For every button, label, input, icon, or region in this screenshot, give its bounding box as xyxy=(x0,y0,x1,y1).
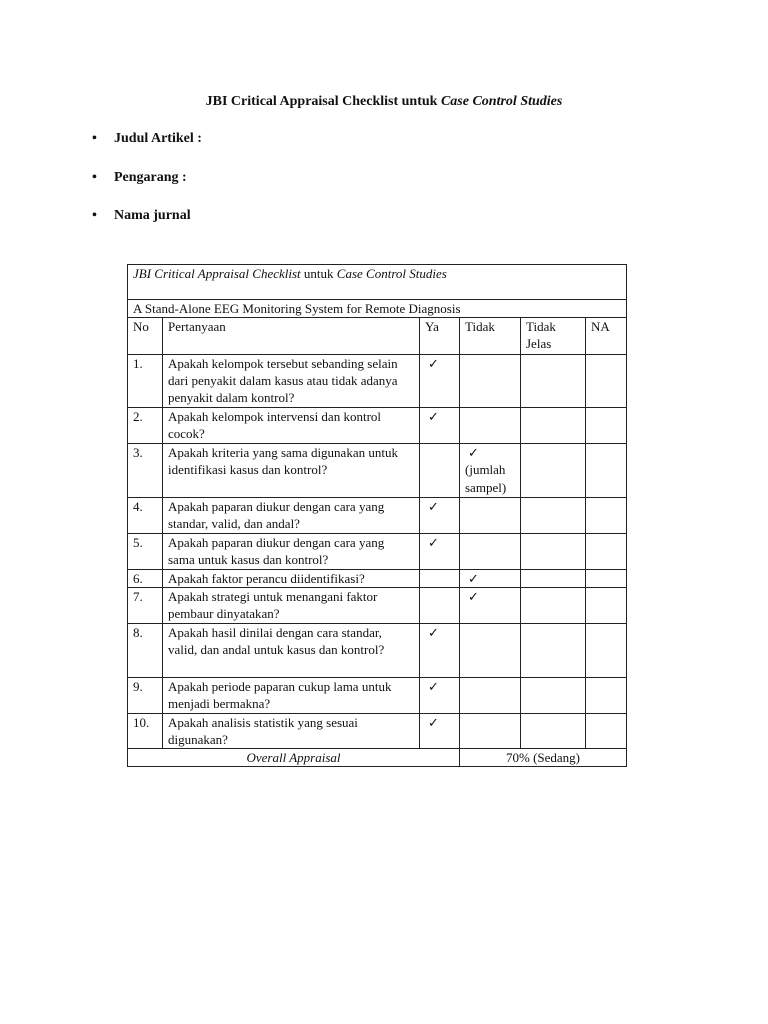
na-cell xyxy=(586,714,627,749)
bullet-pengarang: • Pengarang : xyxy=(92,170,187,185)
ya-check-icon xyxy=(420,570,460,588)
tidak-jelas-cell xyxy=(521,624,586,678)
table-row xyxy=(128,408,627,444)
row-number: 10. xyxy=(128,714,163,749)
row-number: 6. xyxy=(128,570,163,588)
header-ya: Ya xyxy=(420,318,460,355)
na-cell xyxy=(586,588,627,624)
row-number: 4. xyxy=(128,498,163,534)
table-row xyxy=(128,444,627,498)
appraisal-table xyxy=(127,264,627,767)
table-row xyxy=(128,588,627,624)
tidak-cell xyxy=(460,408,521,444)
row-number: 8. xyxy=(128,624,163,678)
ya-check-icon: ✓ xyxy=(420,534,460,570)
row-note: (jumlah sampel) xyxy=(465,462,507,495)
ya-check-icon: ✓ xyxy=(420,498,460,534)
tidak-cell xyxy=(460,588,521,624)
na-cell xyxy=(586,408,627,444)
tidak-check-icon: ✓ xyxy=(468,589,479,604)
na-cell xyxy=(586,570,627,588)
ya-check-icon: ✓ xyxy=(420,678,460,714)
tidak-cell xyxy=(460,678,521,714)
row-number: 3. xyxy=(128,444,163,498)
na-cell xyxy=(586,624,627,678)
row-question: Apakah strategi untuk menangani faktor pembaur dinyatakan? xyxy=(163,588,420,624)
ya-check-icon: ✓ xyxy=(420,714,460,749)
tidak-jelas-cell xyxy=(521,408,586,444)
tidak-check-icon: ✓ xyxy=(468,571,479,586)
header-na: NA xyxy=(586,318,627,355)
tidak-cell xyxy=(460,534,521,570)
tidak-cell xyxy=(460,444,521,498)
row-question: Apakah kelompok intervensi dan kontrol cocok? xyxy=(163,408,420,444)
page-title: JBI Critical Appraisal Checklist untuk Case Control Studies xyxy=(205,94,563,109)
row-question: Apakah faktor perancu diidentifikasi? xyxy=(163,570,420,588)
tidak-jelas-cell xyxy=(521,498,586,534)
table-row xyxy=(128,678,627,714)
table-row xyxy=(128,570,627,588)
header-pertanyaan: Pertanyaan xyxy=(163,318,420,355)
bullet-judul: • Judul Artikel : xyxy=(92,131,202,146)
bullet-jurnal: • Nama jurnal xyxy=(92,208,191,223)
row-number: 7. xyxy=(128,588,163,624)
na-cell xyxy=(586,355,627,408)
table-row xyxy=(128,624,627,678)
na-cell xyxy=(586,498,627,534)
tidak-cell xyxy=(460,498,521,534)
row-question: Apakah kriteria yang sama digunakan untuk identifikasi kasus dan kontrol? xyxy=(163,444,420,498)
ya-check-icon xyxy=(420,444,460,498)
na-cell xyxy=(586,444,627,498)
tidak-cell xyxy=(460,624,521,678)
tidak-jelas-cell xyxy=(521,355,586,408)
na-cell xyxy=(586,534,627,570)
overall-value: 70% (Sedang) xyxy=(460,749,627,767)
header-no: No xyxy=(128,318,163,355)
table-row xyxy=(128,534,627,570)
ya-check-icon: ✓ xyxy=(420,408,460,444)
na-cell xyxy=(586,678,627,714)
tidak-cell xyxy=(460,570,521,588)
ya-check-icon xyxy=(420,588,460,624)
header-tidak-jelas: Tidak Jelas xyxy=(521,318,586,355)
tidak-jelas-cell xyxy=(521,678,586,714)
table-row xyxy=(128,714,627,749)
row-question: Apakah periode paparan cukup lama untuk menjadi bermakna? xyxy=(163,678,420,714)
tidak-jelas-cell xyxy=(521,444,586,498)
article-title: A Stand-Alone EEG Monitoring System for Remote Diagnosis xyxy=(128,300,627,318)
row-question: Apakah paparan diukur dengan cara yang sama untuk kasus dan kontrol? xyxy=(163,534,420,570)
overall-label: Overall Appraisal xyxy=(128,749,460,767)
table-caption: JBI Critical Appraisal Checklist untuk Case Control Studies xyxy=(128,265,627,300)
tidak-cell xyxy=(460,714,521,749)
row-number: 1. xyxy=(128,355,163,408)
table-row xyxy=(128,355,627,408)
row-number: 5. xyxy=(128,534,163,570)
row-number: 2. xyxy=(128,408,163,444)
header-tidak: Tidak xyxy=(460,318,521,355)
tidak-cell xyxy=(460,355,521,408)
table-row xyxy=(128,498,627,534)
row-question: Apakah paparan diukur dengan cara yang standar, valid, dan andal? xyxy=(163,498,420,534)
tidak-jelas-cell xyxy=(521,570,586,588)
tidak-jelas-cell xyxy=(521,534,586,570)
tidak-jelas-cell xyxy=(521,588,586,624)
row-number: 9. xyxy=(128,678,163,714)
row-question: Apakah kelompok tersebut sebanding selain dari penyakit dalam kasus atau tidak adanya penyakit dalam kontrol? xyxy=(163,355,420,408)
ya-check-icon: ✓ xyxy=(420,624,460,678)
row-question: Apakah hasil dinilai dengan cara standar, valid, dan andal untuk kasus dan kontrol? xyxy=(163,624,420,678)
ya-check-icon: ✓ xyxy=(420,355,460,408)
tidak-check-icon: ✓ xyxy=(468,445,479,460)
row-question: Apakah analisis statistik yang sesuai digunakan? xyxy=(163,714,420,749)
tidak-jelas-cell xyxy=(521,714,586,749)
